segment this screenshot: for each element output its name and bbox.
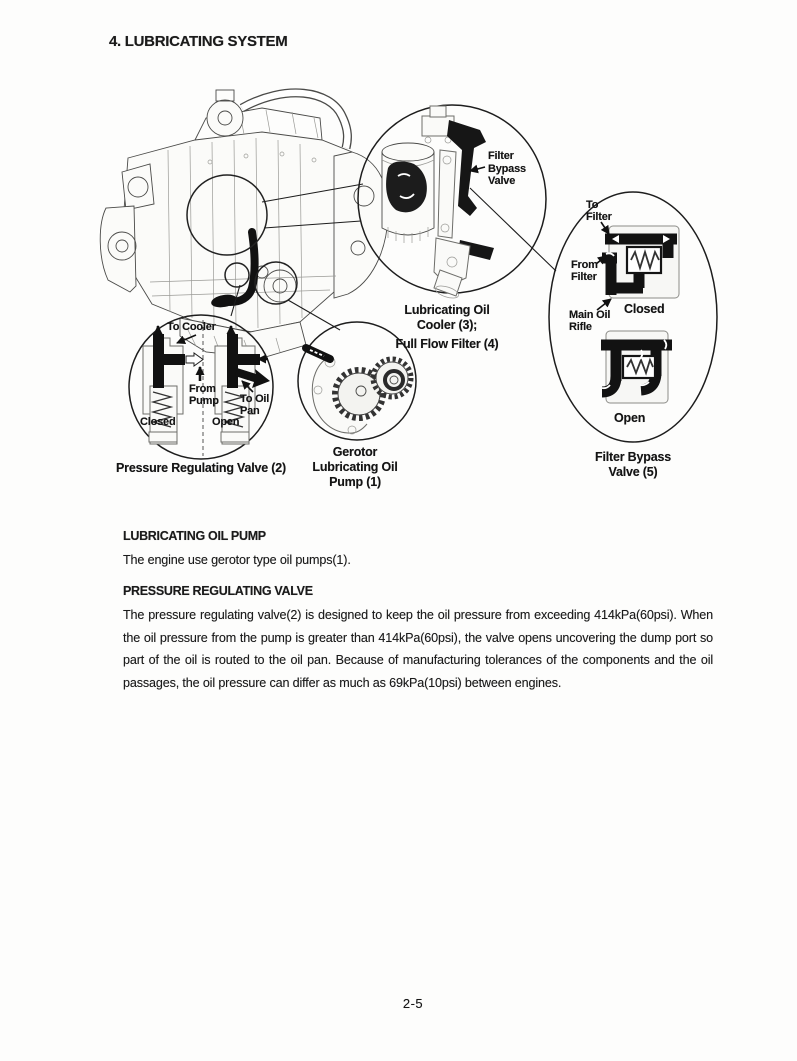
page-number: 2-5: [402, 996, 424, 1011]
caption-gerotor-oil-pump: Gerotor Lubricating Oil Pump (1): [312, 445, 398, 489]
section-body-pressure-regulating-valve: The pressure regulating valve(2) is designed to keep the oil pressure from exceeding 414kPa(60psi). When the oil pressure from the pump is greater than 414kPa(60psi), the valve opens uncovering the dump port so part of the oil is routed to the oil pan. Because of manufacturing tolerances of the components and the oil passages, the oil pressure can differ as much as 69kPa(10psi) between engines.: [123, 608, 713, 690]
label-to-cooler: To Cooler: [167, 321, 216, 333]
page-title: 4. LUBRICATING SYSTEM: [109, 33, 288, 50]
caption-oil-cooler-filter: [392, 303, 502, 352]
label-main-oil-rifle: Main Oil Rifle: [569, 309, 611, 333]
caption-full-flow-filter-line: Full Flow Filter (4): [395, 337, 499, 351]
label-fbv-open: Open: [614, 411, 646, 425]
section-heading-pressure-regulating-valve: PRESSURE REGULATING VALVE: [123, 584, 313, 599]
label-prv-closed: Closed: [140, 416, 176, 428]
engine-drawing: [100, 90, 388, 358]
label-prv-open: Open: [212, 416, 240, 428]
label-from-pump: From Pump: [189, 383, 219, 407]
label-from-filter: From Filter: [571, 259, 598, 283]
section-body-lubricating-oil-pump: The engine use gerotor type oil pumps(1).: [123, 553, 351, 567]
callout-oil-cooler-filter: [358, 105, 546, 300]
caption-pressure-regulating-valve: Pressure Regulating Valve (2): [116, 461, 286, 475]
caption-oil-cooler-line: Lubricating Oil Cooler (3);: [404, 303, 490, 332]
label-to-oil-pan: To Oil Pan: [240, 393, 270, 417]
body-text: [123, 522, 713, 694]
caption-filter-bypass-valve: Filter Bypass Valve (5): [595, 450, 671, 479]
lubricating-system-figure: [0, 0, 797, 520]
label-to-filter: To Filter: [586, 199, 612, 223]
section-heading-lubricating-oil-pump: LUBRICATING OIL PUMP: [123, 529, 266, 543]
label-filter-bypass-valve: Filter Bypass Valve: [488, 150, 526, 187]
label-fbv-closed: Closed: [624, 302, 665, 316]
figure-line-art: [0, 0, 797, 520]
